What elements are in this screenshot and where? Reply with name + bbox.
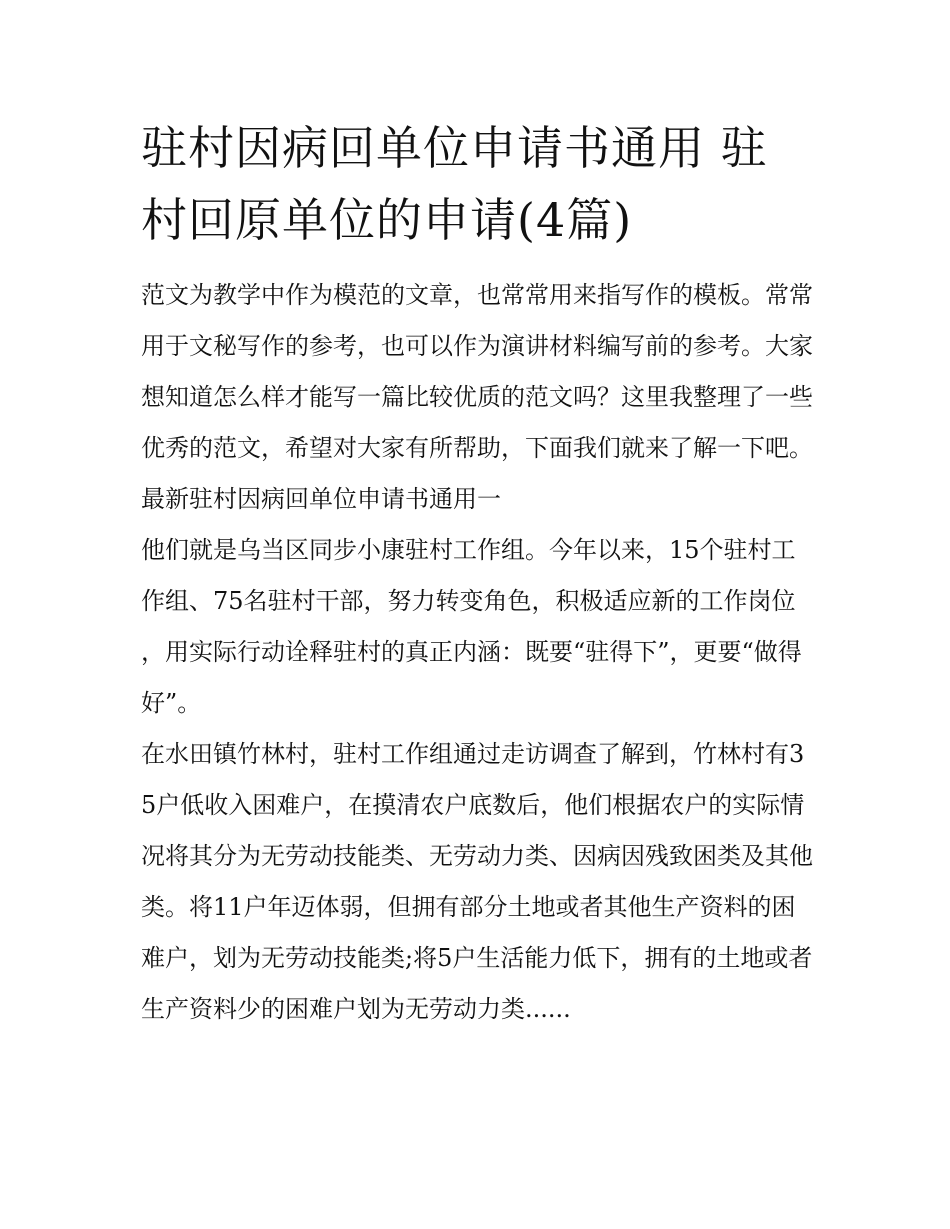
paragraph-work-group: 他们就是乌当区同步小康驻村工作组。今年以来，15个驻村工作组、75名驻村干部，努力转变角色，积极适应新的工作岗位，用实际行动诠释驻村的真正内涵：既要“驻得下”，更要“做得好”。 xyxy=(141,536,802,717)
document-body xyxy=(141,270,813,1035)
paragraph-zhulin-village: 在水田镇竹林村，驻村工作组通过走访调查了解到，竹林村有35户低收入困难户，在摸清农户底数后，他们根据农户的实际情况将其分为无劳动技能类、无劳动力类、因病因残致困类及其他类。将11户年迈体弱，但拥有部分土地或者其他生产资料的困难户，划为无劳动技能类;将5户生活能力低下，拥有的土地或者生产资料少的困难户划为无劳动力类...... xyxy=(141,740,813,1023)
document-title: 驻村因病回单位申请书通用 驻村回原单位的申请(4篇) xyxy=(141,121,768,247)
section-heading: 最新驻村因病回单位申请书通用一 xyxy=(141,485,501,513)
document-page xyxy=(141,112,813,1035)
paragraph-intro: 范文为教学中作为模范的文章，也常常用来指写作的模板。常常用于文秘写作的参考，也可以作为演讲材料编写前的参考。大家想知道怎么样才能写一篇比较优质的范文吗？这里我整理了一些优秀的范文，希望对大家有所帮助，下面我们就来了解一下吧。 xyxy=(141,281,813,462)
